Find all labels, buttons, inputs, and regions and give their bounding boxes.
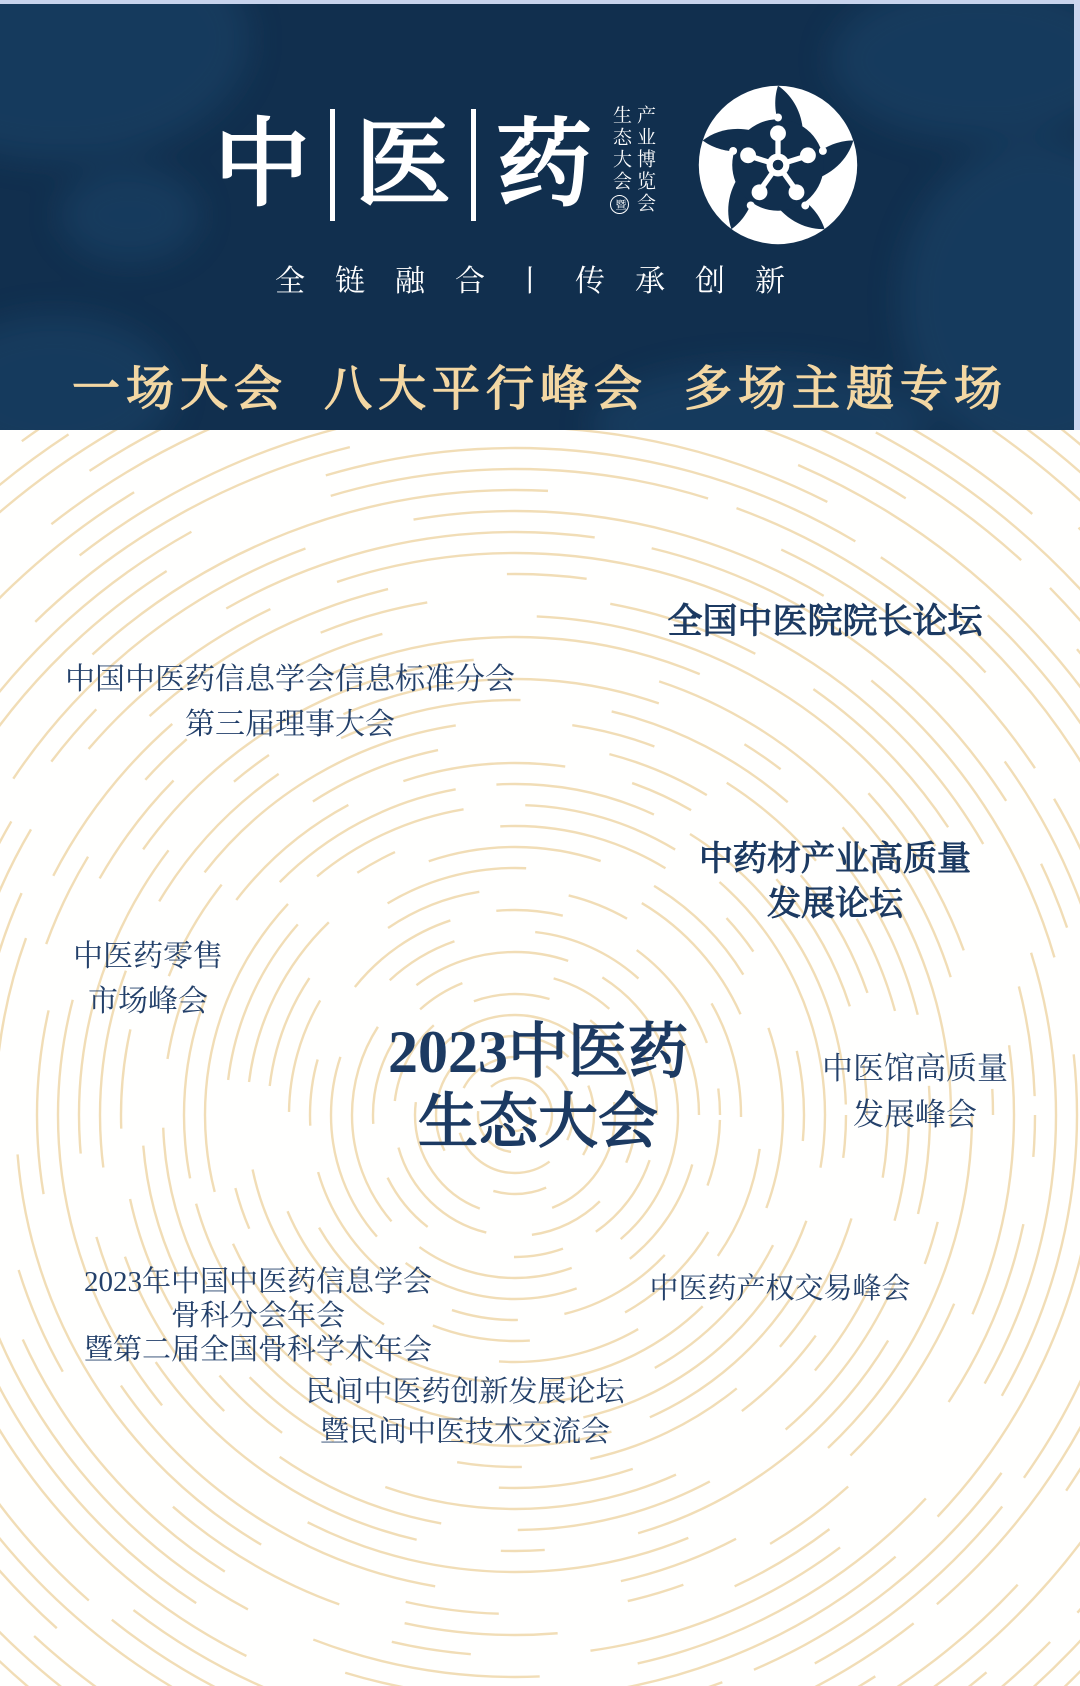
logo-char-yao: 药 bbox=[496, 111, 592, 218]
tagline: 全链融合丨传承创新 bbox=[275, 265, 815, 298]
event-folk-tcm-forum bbox=[305, 1372, 624, 1452]
logo-subtitle-eco-conference: 生态大会暨 bbox=[608, 105, 632, 225]
event-line: 发展峰会 bbox=[853, 1097, 977, 1132]
event-herb-industry-forum bbox=[699, 837, 971, 927]
top-edge-strip bbox=[0, 0, 1080, 4]
event-line: 中国中医药信息学会信息标准分会 bbox=[65, 663, 515, 696]
right-edge-strip bbox=[1074, 0, 1080, 430]
event-line: 中医药产权交易峰会 bbox=[649, 1273, 911, 1305]
molecule-emblem-icon bbox=[690, 77, 866, 253]
event-info-standard-branch-meeting bbox=[65, 657, 515, 747]
event-line: 第三届理事大会 bbox=[185, 708, 395, 741]
header-banner bbox=[0, 0, 1080, 430]
logo-divider-bar bbox=[471, 109, 476, 221]
ji-badge: 暨 bbox=[610, 195, 629, 214]
event-line: 暨第二届全国骨科学术年会 bbox=[83, 1334, 433, 1366]
event-line: 暨民间中医技术交流会 bbox=[319, 1416, 611, 1448]
logo-group bbox=[214, 77, 866, 253]
event-hospital-presidents-forum bbox=[667, 599, 982, 645]
event-line: 骨科分会年会 bbox=[170, 1300, 346, 1332]
logo-char-yi: 医 bbox=[355, 111, 451, 218]
logo-char-zhong: 中 bbox=[214, 111, 310, 218]
main-conference-title bbox=[388, 1017, 688, 1157]
logo-subtitle-columns bbox=[608, 105, 656, 225]
logo-divider-bar bbox=[330, 109, 335, 221]
poster-body bbox=[0, 430, 1080, 1686]
event-orthopedics-annual-meeting bbox=[84, 1265, 432, 1367]
main-title-line1: 2023中医药 bbox=[388, 1019, 688, 1085]
event-line: 全国中医院院长论坛 bbox=[667, 602, 983, 641]
main-title-line2: 生态大会 bbox=[418, 1089, 658, 1155]
event-line: 市场峰会 bbox=[88, 985, 208, 1018]
event-retail-market-summit bbox=[73, 934, 223, 1024]
event-line: 中医馆高质量 bbox=[822, 1051, 1008, 1086]
event-line: 发展论坛 bbox=[767, 886, 903, 923]
event-line: 中医药零售 bbox=[73, 940, 223, 973]
event-tcm-clinic-summit bbox=[822, 1046, 1008, 1138]
event-line: 中药材产业高质量 bbox=[699, 841, 971, 878]
event-line: 2023年中国中医药信息学会 bbox=[83, 1266, 433, 1298]
headline: 一场大会 八大平行峰会 多场主题专场 bbox=[71, 363, 1009, 416]
event-property-rights-summit bbox=[649, 1273, 910, 1305]
logo-subtitle-industry-expo: 产业博览会 bbox=[634, 105, 655, 215]
event-line: 民间中医药创新发展论坛 bbox=[305, 1376, 625, 1408]
